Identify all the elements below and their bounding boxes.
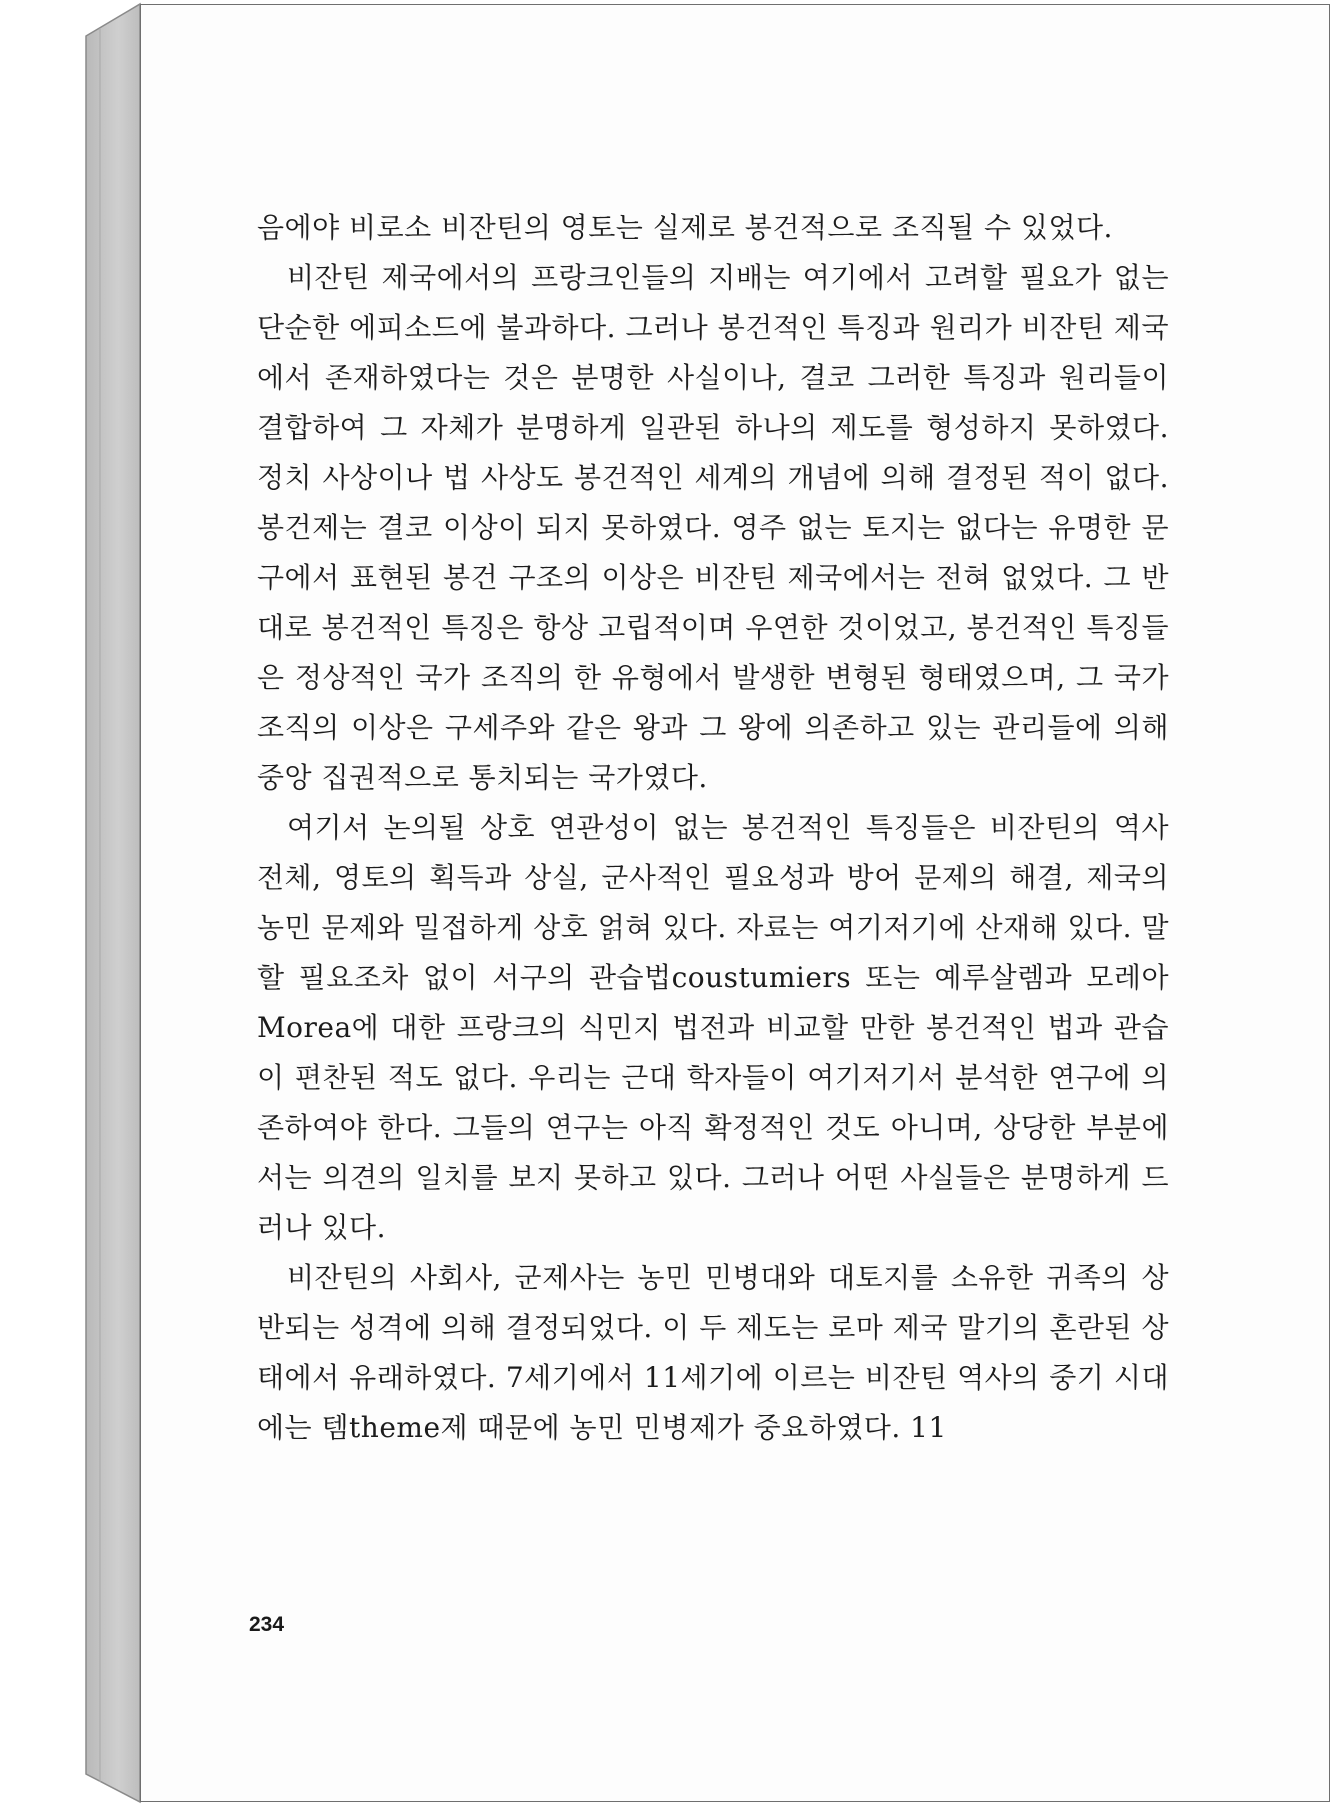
page-number: 234: [249, 1613, 285, 1636]
paragraph: 음에야 비로소 비잔틴의 영토는 실제로 봉건적으로 조직될 수 있었다.: [257, 211, 1113, 244]
paragraph: 여기서 논의될 상호 연관성이 없는 봉건적인 특징들은 비잔틴의 역사 전체, 영토의 획득과 상실, 군사적인 필요성과 방어 문제의 해결, 제국의 농민 문제와 밀접하게 상호 얽혀 있다. 자료는 여기저기에 산재해 있다. 말할 필요조차 없이 서구의 관습법coustumiers 또는 예루살렘과 모레아Morea에 대한 프랑크의 식민지 법전과 비교할 만한 봉건적인 법과 관습이 편찬된 적도 없다. 우리는 근대 학자들이 여기저기서 분석한 연구에 의존하여야 한다. 그들의 연구는 아직 확정적인 것도 아니며, 상당한 부분에서는 의견의 일치를 보지 못하고 있다. 그러나 어떤 사실들은 분명하게 드러나 있다.: [257, 811, 1169, 1244]
paragraph: 비잔틴의 사회사, 군제사는 농민 민병대와 대토지를 소유한 귀족의 상반되는 성격에 의해 결정되었다. 이 두 제도는 로마 제국 말기의 혼란된 상태에서 유래하였다. 7세기에서 11세기에 이르는 비잔틴 역사의 중기 시대에는 템theme제 때문에 농민 민병제가 중요하였다. 11: [257, 1261, 1169, 1444]
paragraph: 비잔틴 제국에서의 프랑크인들의 지배는 여기에서 고려할 필요가 없는 단순한 에피소드에 불과하다. 그러나 봉건적인 특징과 원리가 비잔틴 제국에서 존재하였다는 것은 분명한 사실이나, 결코 그러한 특징과 원리들이 결합하여 그 자체가 분명하게 일관된 하나의 제도를 형성하지 못하였다. 정치 사상이나 법 사상도 봉건적인 세계의 개념에 의해 결정된 적이 없다. 봉건제는 결코 이상이 되지 못하였다. 영주 없는 토지는 없다는 유명한 문구에서 표현된 봉건 구조의 이상은 비잔틴 제국에서는 전혀 없었다. 그 반대로 봉건적인 특징은 항상 고립적이며 우연한 것이었고, 봉건적인 특징들은 정상적인 국가 조직의 한 유형에서 발생한 변형된 형태였으며, 그 국가 조직의 이상은 구세주와 같은 왕과 그 왕에 의존하고 있는 관리들에 의해 중앙 집권적으로 통치되는 국가였다.: [257, 261, 1169, 794]
book-page: [140, 4, 1330, 1802]
body-text: [257, 203, 1169, 1453]
